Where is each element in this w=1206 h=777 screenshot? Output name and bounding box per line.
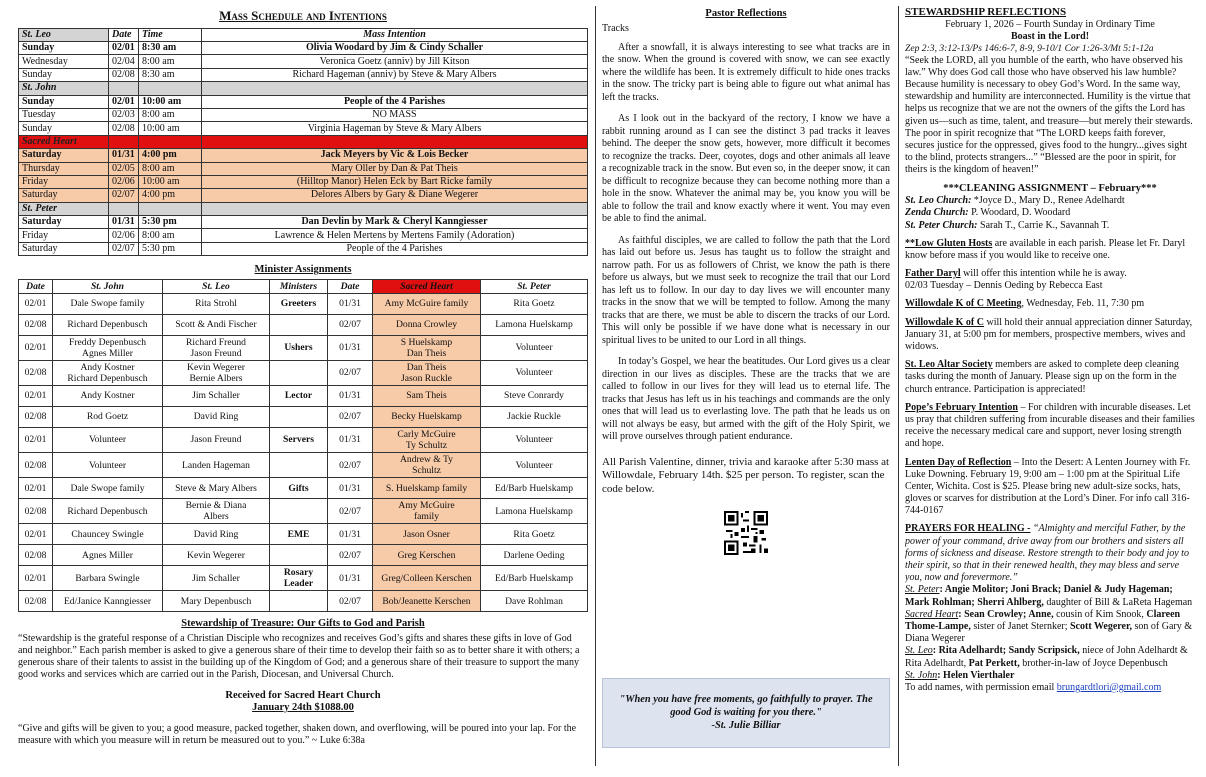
received-amount: January 24th $1088.00: [252, 702, 354, 714]
heal-sh-note3: son of Gary & Diana Wegerer: [905, 620, 1193, 645]
mass-time: 8:00 am: [139, 55, 202, 68]
mass-row: [19, 149, 588, 162]
heal-peter-names: : Angie Molitor; Joni Brack; Daniel & Judy Hageman; Mark Rohlman; Sherri Ahlberg,: [905, 584, 1173, 608]
mass-time: 10:00 am: [139, 122, 202, 135]
minister-d2: 02/07: [328, 545, 373, 566]
kofc-meeting-head: Willowdale K of C Meeting: [905, 298, 1022, 310]
minister-sh: Amy McGuire family: [373, 499, 481, 524]
minister-leo: Mary Depenbusch: [163, 591, 270, 612]
mass-row: [19, 122, 588, 135]
heal-sh-note: cousin of Kim Snook,: [1053, 608, 1147, 620]
minister-leo: Richard Freund Jason Freund: [163, 335, 270, 360]
mass-day: Thursday: [19, 162, 109, 175]
stewardship-title: STEWARDSHIP REFLECTIONS: [905, 6, 1067, 18]
heal-leo-note: niece of John Adelhardt & Rita Adelhardt,: [905, 645, 1188, 669]
minister-sh: Sam Theis: [373, 385, 481, 406]
minister-sh: Jason Osner: [373, 524, 481, 545]
header-church: St. Leo: [19, 28, 109, 41]
minister-peter: Dave Rohlman: [481, 591, 588, 612]
minister-leo: Kevin Wegerer Bernie Albers: [163, 360, 270, 385]
pope-head: Pope’s February Intention: [905, 401, 1018, 413]
mass-intention: Lawrence & Helen Mertens by Mertens Family (Adoration): [202, 229, 588, 242]
minister-row: [19, 406, 588, 427]
minister-row: [19, 478, 588, 499]
cleaning-list: [905, 195, 1195, 232]
minister-peter: Rita Goetz: [481, 524, 588, 545]
pastor-column: [602, 6, 890, 771]
minister-leo: Bernie & Diana Albers: [163, 499, 270, 524]
minister-d1: 02/08: [19, 406, 53, 427]
minister-d2: 01/31: [328, 478, 373, 499]
mass-date: 02/06: [109, 229, 139, 242]
minister-header: Ministers: [270, 279, 328, 293]
minister-role: [270, 360, 328, 385]
minister-row: [19, 499, 588, 524]
minister-john: Chauncey Swingle: [53, 524, 163, 545]
kofc-dinner-text: will hold their annual appreciation dinner Saturday, January 31, at 5:00 pm for members, prospective members, wives and widows.: [905, 316, 1193, 353]
daryl-notice: [905, 268, 1195, 292]
mass-time: 8:30 am: [139, 41, 202, 54]
minister-row: [19, 591, 588, 612]
kofc-meeting-notice: [905, 298, 1195, 310]
minister-role: Servers: [270, 427, 328, 452]
minister-row: [19, 314, 588, 335]
minister-header: Date: [19, 279, 53, 293]
kofc-meeting-text: , Wednesday, Feb. 11, 7:30 pm: [1021, 298, 1145, 310]
mass-day: Saturday: [19, 242, 109, 255]
minister-d2: 01/31: [328, 524, 373, 545]
heal-john-names: : Helen Vierthaler: [937, 669, 1015, 681]
cleaning-item: [905, 207, 1195, 219]
mass-time: 8:00 am: [139, 108, 202, 121]
section-cell: [139, 202, 202, 215]
minister-role: Greeters: [270, 293, 328, 314]
minister-john: Barbara Swingle: [53, 566, 163, 591]
minister-d1: 02/01: [19, 293, 53, 314]
mass-time: 4:00 pm: [139, 189, 202, 202]
cleaning-item: [905, 195, 1195, 207]
heal-sh-names: : Sean Crowley; Anne,: [958, 608, 1054, 620]
minister-role: [270, 591, 328, 612]
minister-peter: Volunteer: [481, 427, 588, 452]
minister-row: [19, 524, 588, 545]
minister-leo: Jason Freund: [163, 427, 270, 452]
minister-peter: Steve Conrardy: [481, 385, 588, 406]
minister-d1: 02/08: [19, 499, 53, 524]
minister-leo: Landen Hageman: [163, 453, 270, 478]
stewardship-column: [905, 6, 1195, 771]
minister-sh: Donna Crowley: [373, 314, 481, 335]
treasure-title: Stewardship of Treasure: Our Gifts to God and Parish: [181, 618, 425, 630]
mass-date: 02/05: [109, 162, 139, 175]
mass-time: 5:30 pm: [139, 216, 202, 229]
section-cell: [109, 135, 139, 148]
cleaning-names: P. Woodard, D. Woodard: [968, 207, 1071, 219]
section-cell: [202, 202, 588, 215]
mass-day: Friday: [19, 175, 109, 188]
gluten-notice: [905, 238, 1195, 262]
mass-day: Saturday: [19, 189, 109, 202]
minister-sh: Greg/Colleen Kerschen: [373, 566, 481, 591]
minister-sh: Andrew & Ty Schultz: [373, 453, 481, 478]
pastor-paragraph: After a snowfall, it is always interesting to see what tracks are in the snow. When the ground is covered with snow, we can see exactly where the wildlife has been. It is extremely difficult to hide ones tracks in the snow. The tricky part is being able to figure out what animal has left the tracks.: [602, 41, 890, 103]
mass-date: 02/04: [109, 55, 139, 68]
section-row: [19, 202, 588, 215]
minister-d1: 02/08: [19, 314, 53, 335]
minister-role: [270, 406, 328, 427]
cleaning-church: St. Peter Church:: [905, 219, 978, 231]
minister-d1: 02/08: [19, 453, 53, 478]
mass-row: [19, 55, 588, 68]
mass-day: Sunday: [19, 122, 109, 135]
minister-row: [19, 427, 588, 452]
heal-john-head: St. John: [905, 669, 938, 681]
treasure-body: “Stewardship is the grateful response of a Christian Disciple who recognizes and receives God’s gifts and shares these gifts in love of God and neighbor.” Each parish member is asked to give a generous share of their time to develop their faith so as to better share it with others; a generous share of their talents to assist in the building up of the Kingdom of God; and a generous share of their treasure to support the many good works and services which are carried out in the Parish, Diocesan, and Universal Church.: [18, 632, 580, 681]
section-name: St. John: [19, 82, 109, 95]
mass-row: [19, 229, 588, 242]
mass-intention: People of the 4 Parishes: [202, 242, 588, 255]
column-divider-right: [898, 6, 899, 766]
mass-intention: Mary Oller by Dan & Pat Theis: [202, 162, 588, 175]
mass-day: Sunday: [19, 95, 109, 108]
minister-row: [19, 566, 588, 591]
mass-intention: People of the 4 Parishes: [202, 95, 588, 108]
section-name: St. Peter: [19, 202, 109, 215]
minister-header: St. John: [53, 279, 163, 293]
mass-day: Tuesday: [19, 108, 109, 121]
mass-date: 02/06: [109, 175, 139, 188]
mass-date: 02/08: [109, 122, 139, 135]
mass-date: 02/03: [109, 108, 139, 121]
cleaning-names: Sarah T., Carrie K., Savannah T.: [977, 219, 1110, 231]
kofc-dinner-head: Willowdale K of C: [905, 316, 984, 328]
minister-assignments-table: [18, 279, 588, 612]
header-intention: Mass Intention: [202, 28, 588, 41]
mass-intention: Dan Devlin by Mark & Cheryl Kanngiesser: [202, 216, 588, 229]
luke-verse: “Give and gifts will be given to you; a good measure, packed together, shaken down, and overflowing, will be poured into your lap. For the measure with which you measure will in return be measured out to you.” ~ Luke 6:38a: [18, 722, 577, 746]
minister-row: [19, 335, 588, 360]
minister-header: St. Peter: [481, 279, 588, 293]
minister-d2: 02/07: [328, 499, 373, 524]
minister-d1: 02/01: [19, 335, 53, 360]
minister-john: Freddy Depenbusch Agnes Miller: [53, 335, 163, 360]
pastor-title: Pastor Reflections: [705, 8, 787, 19]
mass-row: [19, 41, 588, 54]
mass-day: Sunday: [19, 68, 109, 81]
heal-peter-note: daughter of Bill & LaReta Hageman: [1043, 596, 1193, 608]
minister-row: [19, 385, 588, 406]
pastor-paragraph: As faithful disciples, we are called to follow the path that the Lord has laid out before us. Jesus has taught us to follow the straight and narrow path. For us as followers of Christ, we know the path is there before us always, but we must seek to recognize the trail that our Lord has left us to follow. In our day to day lives we will encounter many tracks in the snow that we will be tempted to follow. Among the many tracks that are there, we must be able to discern the tracks of our Lord. This will only be possible if we have done what is necessary in our spiritual lives to be united to our Lord in all things.: [602, 234, 890, 346]
minister-john: Dale Swope family: [53, 478, 163, 499]
minister-role: EME: [270, 524, 328, 545]
email-link[interactable]: brungardtlori@gmail.com: [1056, 681, 1162, 693]
minister-leo: Kevin Wegerer: [163, 545, 270, 566]
heal-leo-names: : Rita Adelhardt; Sandy Scripsick,: [932, 645, 1080, 657]
minister-d1: 02/01: [19, 566, 53, 591]
mass-time: 8:00 am: [139, 162, 202, 175]
received-label: Received for Sacred Heart Church: [225, 689, 381, 701]
stewardship-date: February 1, 2026 – Fourth Sunday in Ordinary Time: [945, 19, 1155, 31]
valentine-notice: All Parish Valentine, dinner, trivia and karaoke after 5:30 mass at Willowdale, February 14th. $25 per person. To register, scan the code below.: [602, 455, 890, 496]
pope-text: – For children with incurable diseases. Let us pray that children suffering from incurable diseases and their families receive the necessary medical care and support, never losing strength and hope.: [905, 401, 1195, 450]
minister-role: Gifts: [270, 478, 328, 499]
mass-time: 4:00 pm: [139, 149, 202, 162]
mass-intention: Jack Meyers by Vic & Lois Becker: [202, 149, 588, 162]
minister-leo: Scott & Andi Fischer: [163, 314, 270, 335]
minister-d1: 02/08: [19, 591, 53, 612]
minister-peter: Ed/Barb Huelskamp: [481, 478, 588, 499]
minister-d2: 01/31: [328, 335, 373, 360]
heal-sh-note2: sister of Janet Sternker;: [970, 620, 1070, 632]
healing-prayers: [905, 523, 1195, 694]
minister-header: Date: [328, 279, 373, 293]
minister-sh: Amy McGuire family: [373, 293, 481, 314]
lenten-notice: [905, 457, 1195, 518]
minister-role: Ushers: [270, 335, 328, 360]
minister-role: Rosary Leader: [270, 566, 328, 591]
minister-sh: S Huelskamp Dan Theis: [373, 335, 481, 360]
minister-john: Agnes Miller: [53, 545, 163, 566]
mass-day: Saturday: [19, 149, 109, 162]
lenten-head: Lenten Day of Reflection: [905, 456, 1012, 468]
heal-leo-head: St. Leo: [905, 645, 933, 657]
minister-john: Andy Kostner: [53, 385, 163, 406]
mass-row: [19, 175, 588, 188]
mass-row: [19, 95, 588, 108]
minister-leo: David Ring: [163, 524, 270, 545]
minister-sh: Carly McGuire Ty Schultz: [373, 427, 481, 452]
section-row: [19, 135, 588, 148]
minister-assignments-title: Minister Assignments: [254, 264, 352, 276]
mass-row: [19, 108, 588, 121]
header-date: Date: [109, 28, 139, 41]
mass-intention: Veronica Goetz (anniv) by Jill Kitson: [202, 55, 588, 68]
minister-john: Andy Kostner Richard Depenbusch: [53, 360, 163, 385]
section-cell: [139, 135, 202, 148]
pastor-subtitle: Tracks: [602, 22, 629, 34]
schedule-header-row: [19, 28, 588, 41]
minister-john: Ed/Janice Kanngiesser: [53, 591, 163, 612]
mass-day: Sunday: [19, 41, 109, 54]
heal-leo-name2: Pat Perkett,: [968, 657, 1020, 669]
minister-d2: 01/31: [328, 385, 373, 406]
minister-row: [19, 360, 588, 385]
minister-d2: 01/31: [328, 427, 373, 452]
mass-schedule-title: Mass Schedule and Intentions: [219, 8, 387, 23]
minister-peter: Lamona Huelskamp: [481, 314, 588, 335]
minister-john: Volunteer: [53, 453, 163, 478]
altar-society-notice: [905, 359, 1195, 396]
mass-date: 01/31: [109, 149, 139, 162]
healing-prayer-text: “Almighty and merciful Father, by the power of your command, drive away from our brothers and sisters all forms of sickness and disease. Restore strength to their body and joy to their spirit, so that in their renewed health, they may bless and serve you, now and forevermore.”: [905, 523, 1189, 584]
pastor-reflection-body: [602, 42, 890, 444]
minister-peter: Volunteer: [481, 453, 588, 478]
daryl-head: Father Daryl: [905, 268, 961, 280]
prayer-quote-box: [602, 678, 890, 748]
mass-time: 8:00 am: [139, 229, 202, 242]
minister-leo: Rita Strohl: [163, 293, 270, 314]
minister-leo: Jim Schaller: [163, 385, 270, 406]
mass-intention: Delores Albers by Gary & Diane Wegerer: [202, 189, 588, 202]
minister-d2: 02/07: [328, 453, 373, 478]
lenten-text: – Into the Desert: A Lenten Journey with Fr. Luke Downing. February 19, 9:00 am – 1:00 pm at the Spiritual Life Center, Wichita. Cost is $25. Please bring new adult-size socks, hats, gloves or scarves for distribution at the Lord’s Diner. For info call 316-744-0167: [905, 456, 1191, 517]
minister-leo: David Ring: [163, 406, 270, 427]
column-divider-left: [595, 6, 596, 766]
minister-peter: Darlene Oeding: [481, 545, 588, 566]
minister-d1: 02/01: [19, 385, 53, 406]
section-row: [19, 82, 588, 95]
mass-date: 02/07: [109, 242, 139, 255]
mass-intention: Olivia Woodard by Jim & Cindy Schaller: [202, 41, 588, 54]
section-cell: [109, 202, 139, 215]
minister-header: St. Leo: [163, 279, 270, 293]
minister-header: Sacred Heart: [373, 279, 481, 293]
altar-head: St. Leo Altar Society: [905, 359, 993, 371]
minister-role: [270, 314, 328, 335]
stewardship-subtitle: Boast in the Lord!: [1010, 31, 1090, 43]
section-cell: [139, 82, 202, 95]
minister-peter: Ed/Barb Huelskamp: [481, 566, 588, 591]
readings: Zep 2:3, 3:12-13/Ps 146:6-7, 8-9, 9-10/1 Cor 1:26-3/Mt 5:1-12a: [905, 43, 1154, 55]
gluten-head: **Low Gluten Hosts: [905, 237, 993, 249]
minister-john: Dale Swope family: [53, 293, 163, 314]
schedule-column: [18, 6, 588, 771]
minister-d2: 02/07: [328, 360, 373, 385]
stewardship-body: “Seek the LORD, all you humble of the earth, who have observed his law.” Why does God call those who have observed his law humble? Because humility is necessary to obey God’s Word. In the same way, stewardship and humility are interconnected. Humility is the virtue that helps us recognize that we are not the owners of the gifts the Lord has given us—such as time, talent, and treasure—but merely their stewards. The poor in spirit recognize that “The LORD keeps faith forever, secures justice for the oppressed, gives food to the hungry...gives sight to the blind, protects strangers...” “Blessed are the poor in spirit, for theirs is the kingdom of heaven!”: [905, 54, 1193, 176]
minister-sh: Becky Huelskamp: [373, 406, 481, 427]
minister-row: [19, 545, 588, 566]
add-names-text: To add names, with permission email: [905, 681, 1057, 693]
mass-intention: (Hilltop Manor) Helen Eck by Bart Ricke family: [202, 175, 588, 188]
mass-date: 02/08: [109, 68, 139, 81]
mass-intention: NO MASS: [202, 108, 588, 121]
minister-peter: Volunteer: [481, 335, 588, 360]
minister-peter: Jackie Ruckle: [481, 406, 588, 427]
healing-head: PRAYERS FOR HEALING -: [905, 523, 1031, 535]
heal-leo-note2: brother-in-law of Joyce Depenbusch: [1019, 657, 1168, 669]
mass-day: Friday: [19, 229, 109, 242]
mass-time: 5:30 pm: [139, 242, 202, 255]
mass-time: 8:30 am: [139, 68, 202, 81]
minister-d2: 01/31: [328, 293, 373, 314]
header-time: Time: [139, 28, 202, 41]
minister-sh: Dan Theis Jason Ruckle: [373, 360, 481, 385]
altar-text: members are asked to complete deep cleaning tasks during the month of January. Please sign up on the form in the church entrance. Participation is appreciated!: [905, 359, 1179, 395]
minister-role: Lector: [270, 385, 328, 406]
minister-sh: Bob/Jeanette Kerschen: [373, 591, 481, 612]
minister-row: [19, 293, 588, 314]
mass-day: Saturday: [19, 216, 109, 229]
minister-d1: 02/08: [19, 360, 53, 385]
minister-row: [19, 453, 588, 478]
minister-role: [270, 453, 328, 478]
minister-role: [270, 545, 328, 566]
section-cell: [202, 135, 588, 148]
minister-role: [270, 499, 328, 524]
mass-row: [19, 162, 588, 175]
mass-row: [19, 189, 588, 202]
mass-day: Wednesday: [19, 55, 109, 68]
mass-date: 02/01: [109, 95, 139, 108]
mass-time: 10:00 am: [139, 175, 202, 188]
heal-sh-name3: Scott Wegerer,: [1069, 620, 1133, 632]
prayer-quote: "When you have free moments, go faithfully to prayer. The good God is waiting for you there.": [619, 694, 873, 718]
minister-peter: Rita Goetz: [481, 293, 588, 314]
minister-peter: Lamona Huelskamp: [481, 499, 588, 524]
mass-time: 10:00 am: [139, 95, 202, 108]
section-cell: [202, 82, 588, 95]
minister-d2: 02/07: [328, 591, 373, 612]
gluten-text: are available in each parish. Please let Fr. Daryl know before mass if you would like to receive one.: [905, 237, 1186, 261]
section-cell: [109, 82, 139, 95]
cleaning-church: St. Leo Church:: [905, 195, 972, 207]
pope-intention: [905, 402, 1195, 451]
mass-intention: Richard Hageman (anniv) by Steve & Mary Albers: [202, 68, 588, 81]
qr-code[interactable]: [724, 511, 768, 555]
minister-d2: 01/31: [328, 566, 373, 591]
cleaning-title: ***CLEANING ASSIGNMENT – February***: [943, 182, 1157, 194]
cleaning-item: [905, 220, 1195, 232]
daryl-text: will offer this intention while he is away.: [960, 268, 1127, 280]
minister-d1: 02/01: [19, 427, 53, 452]
mass-schedule-table: [18, 28, 588, 257]
mass-date: 01/31: [109, 216, 139, 229]
section-name: Sacred Heart: [19, 135, 109, 148]
cleaning-names: *Joyce D., Mary D., Renee Adelhardt: [971, 195, 1125, 207]
minister-sh: S. Huelskamp family: [373, 478, 481, 499]
minister-john: Richard Depenbusch: [53, 314, 163, 335]
minister-sh: Greg Kerschen: [373, 545, 481, 566]
mass-intention: Virginia Hageman by Steve & Mary Albers: [202, 122, 588, 135]
minister-d2: 02/07: [328, 406, 373, 427]
mass-row: [19, 68, 588, 81]
minister-leo: Jim Schaller: [163, 566, 270, 591]
heal-peter-head: St. Peter: [905, 584, 940, 596]
heal-sh-head: Sacred Heart: [905, 608, 959, 620]
daryl-intention: 02/03 Tuesday – Dennis Oeding by Rebecca East: [905, 280, 1103, 292]
pastor-paragraph: As I look out in the backyard of the rectory, I know we have a rabbit running around as I can see the distinct 3 pad tracks it leaves behind. The deeper the snow gets, however, more difficult it becomes to recognize the tracks. Deer, coyotes, dogs and other animals all leave a recognizable track in the snow. But even so, in the deeper snow, it can be difficult to recognize because they can become nothing more than a hole in the snow. Whatever the animal may be, you know you will be able to follow the trail and know exactly where it went. You may even be able to find the animal.: [602, 113, 890, 225]
minister-leo: Steve & Mary Albers: [163, 478, 270, 499]
minister-d1: 02/08: [19, 545, 53, 566]
mass-date: 02/07: [109, 189, 139, 202]
mass-row: [19, 216, 588, 229]
minister-john: Volunteer: [53, 427, 163, 452]
mass-row: [19, 242, 588, 255]
minister-john: Rod Goetz: [53, 406, 163, 427]
minister-d1: 02/01: [19, 524, 53, 545]
heal-sh-name2: Clareen Thome-Lampe,: [905, 608, 1181, 632]
minister-d2: 02/07: [328, 314, 373, 335]
minister-john: Richard Depenbusch: [53, 499, 163, 524]
mass-date: 02/01: [109, 41, 139, 54]
cleaning-church: Zenda Church:: [905, 207, 969, 219]
kofc-dinner-notice: [905, 317, 1195, 354]
quote-author: -St. Julie Billiar: [711, 720, 781, 731]
pastor-paragraph: In today’s Gospel, we hear the beatitudes. Our Lord gives us a clear direction in our lives as disciples. These are the tracks that we are called to follow in our lives for they will lead us to eternal life. The tracks that Jesus has left us in his teachings and commands are the only ones that will lead us to everlasting love. The path that he leads us on will not always be easy, but armed with the gift of the Holy Spirit, we will prove ourselves through patient endurance.: [602, 356, 890, 443]
minister-d1: 02/01: [19, 478, 53, 499]
minister-peter: Volunteer: [481, 360, 588, 385]
